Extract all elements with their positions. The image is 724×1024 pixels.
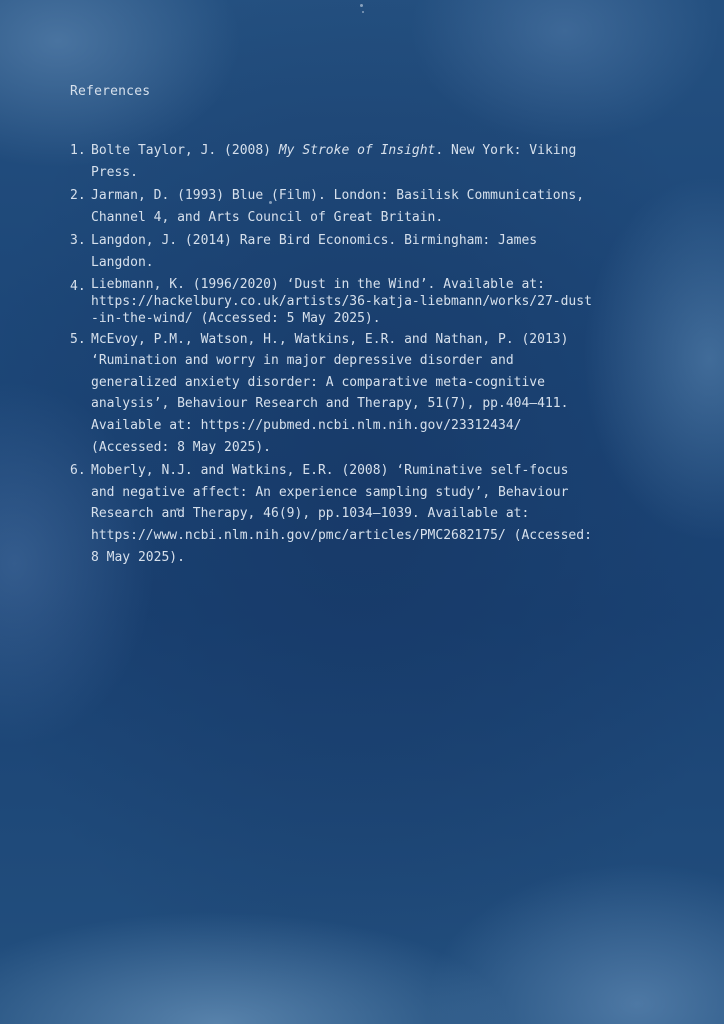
reference-line: analysis’, Behaviour Research and Therapy, 51(7), pp.404–411. — [91, 396, 569, 412]
reference-text: . New York: Viking — [435, 143, 577, 158]
reference-line: https://hackelbury.co.uk/artists/36-katja-liebmann/works/27-dust — [91, 293, 592, 309]
reference-line: -in-the-wind/ (Accessed: 5 May 2025). — [91, 310, 381, 326]
paper-speck — [362, 11, 364, 13]
reference-line: McEvoy, P.M., Watson, H., Watkins, E.R. and Nathan, P. (2013) — [91, 331, 569, 347]
reference-line: Jarman, D. (1993) Blue (Film). London: Basilisk Communications, — [91, 188, 585, 204]
reference-text: Bolte Taylor, J. (2008) — [91, 143, 279, 158]
reference-line: Research and Therapy, 46(9), pp.1034–1039. Available at: — [91, 506, 530, 522]
reference-line: Channel 4, and Arts Council of Great Britain. — [91, 209, 444, 225]
reference-line: Langdon. — [91, 254, 154, 270]
reference-line: Available at: https://pubmed.ncbi.nlm.nih.gov/23312434/ — [91, 417, 522, 433]
page-title: References — [70, 84, 151, 99]
reference-number: 2. — [70, 188, 86, 204]
reference-number: 1. — [70, 143, 86, 158]
reference-number: 6. — [70, 463, 86, 479]
reference-number: 5. — [70, 331, 86, 347]
reference-line: generalized anxiety disorder: A comparative meta-cognitive — [91, 374, 545, 390]
reference-item — [70, 230, 660, 273]
reference-line: (Accessed: 8 May 2025). — [91, 439, 272, 455]
reference-line — [91, 162, 660, 184]
reference-item — [70, 185, 660, 228]
reference-list — [70, 140, 660, 570]
reference-line: https://www.ncbi.nlm.nih.gov/pmc/articles/PMC2682175/ (Accessed: — [91, 527, 592, 543]
reference-line: Langdon, J. (2014) Rare Bird Economics. Birmingham: James — [91, 233, 538, 249]
reference-item — [70, 276, 660, 327]
paper-speck — [360, 4, 363, 7]
reference-italic-title: My Stroke of Insight — [278, 143, 436, 158]
reference-line: ‘Rumination and worry in major depressive disorder and — [91, 353, 514, 369]
reference-line: and negative affect: An experience sampling study’, Behaviour — [91, 484, 569, 500]
reference-number: 4. — [70, 278, 86, 294]
reference-line: 8 May 2025). — [91, 549, 185, 565]
reference-line: Liebmann, K. (1996/2020) ‘Dust in the Wind’. Available at: — [91, 276, 545, 292]
reference-number: 3. — [70, 233, 86, 249]
reference-item — [70, 140, 660, 183]
reference-line — [91, 140, 660, 162]
reference-text: Press. — [91, 164, 138, 180]
reference-line: Moberly, N.J. and Watkins, E.R. (2008) ‘Ruminative self-focus — [91, 463, 569, 479]
reference-item — [70, 460, 660, 568]
reference-item — [70, 329, 660, 459]
